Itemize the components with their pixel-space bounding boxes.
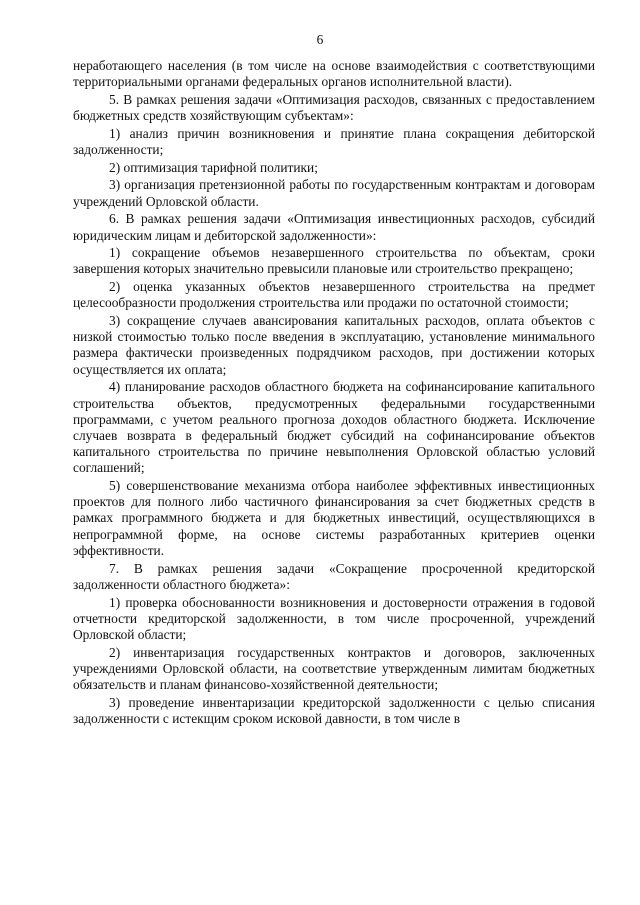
paragraph-task-5-item-1: 1) анализ причин возникновения и принятие плана сокращения дебиторской задолженности;: [73, 125, 595, 158]
paragraph-task-7-item-1: 1) проверка обоснованности возникновения и достоверности отражения в годовой отчетности кредиторской задолженности, в том числе просроченной, учреждений Орловской области;: [73, 594, 595, 642]
paragraph-task-5-heading: 5. В рамках решения задачи «Оптимизация расходов, связанных с предоставлением бюджетных средств хозяйствующим субъектам»:: [73, 91, 595, 124]
paragraph-task-6-heading: 6. В рамках решения задачи «Оптимизация инвестиционных расходов, субсидий юридическим лицам и дебиторской задолженности»:: [73, 211, 595, 243]
paragraph-task-7-heading: 7. В рамках решения задачи «Сокращение просроченной кредиторской задолженности областного бюджета»:: [73, 560, 595, 592]
paragraph-task-5-item-2: 2) оптимизация тарифной политики;: [109, 159, 318, 175]
paragraph-task-6-item-1: 1) сокращение объемов незавершенного строительства по объектам, сроки завершения которых значительно превысили плановые или строительство прекращено;: [73, 245, 595, 277]
paragraph-task-6-item-5: 5) совершенствование механизма отбора наиболее эффективных инвестиционных проектов для полного либо частичного финансирования за счет бюджетных средств в рамках программного бюджета и для бюджетных инвестиций, осуществляющихся в непрограммной форме, на основе системы разработанных критериев оценки эффективности.: [73, 478, 595, 558]
paragraph-task-6-item-2: 2) оценка указанных объектов незавершенного строительства на предмет целесообразности продолжения строительства или продажи по остаточной стоимости;: [73, 279, 595, 311]
paragraph-task-5-item-3: 3) организация претензионной работы по государственным контрактам и договорам учреждений Орловской области.: [73, 177, 595, 209]
page-number: 6: [316, 32, 324, 47]
paragraph-task-6-item-4: 4) планирование расходов областного бюджета на софинансирование капитального строительства объектов, предусмотренных федеральными государственными программами, с учетом реального прогноза доходов областного бюджета. Исключение случаев возврата в федеральный бюджет субсидий на софинансирование объектов капитального строительства по причине невыполнения Орловской областью условий соглашений;: [73, 379, 595, 476]
document-body: [73, 58, 595, 727]
paragraph-task-6-item-3: 3) сокращение случаев авансирования капитальных расходов, оплата объектов с низкой стоимостью только после введения в эксплуатацию, установление минимального размера фактически произведенных подрядчиком расходов, при достижении которых осуществляется их оплата;: [73, 313, 595, 377]
paragraph-task-7-item-2: 2) инвентаризация государственных контрактов и договоров, заключенных учреждениями Орловской области, на соответствие утвержденным лимитам бюджетных обязательств и планам финансово-хозяйственной деятельности;: [73, 644, 595, 693]
paragraph-continuation: неработающего населения (в том числе на основе взаимодействия с соответствующими территориальными органами федеральных органов исполнительной власти).: [73, 58, 595, 90]
paragraph-task-7-item-3: 3) проведение инвентаризации кредиторской задолженности с целью списания задолженности с истекщим сроком исковой давности, в том числе в: [73, 694, 595, 726]
